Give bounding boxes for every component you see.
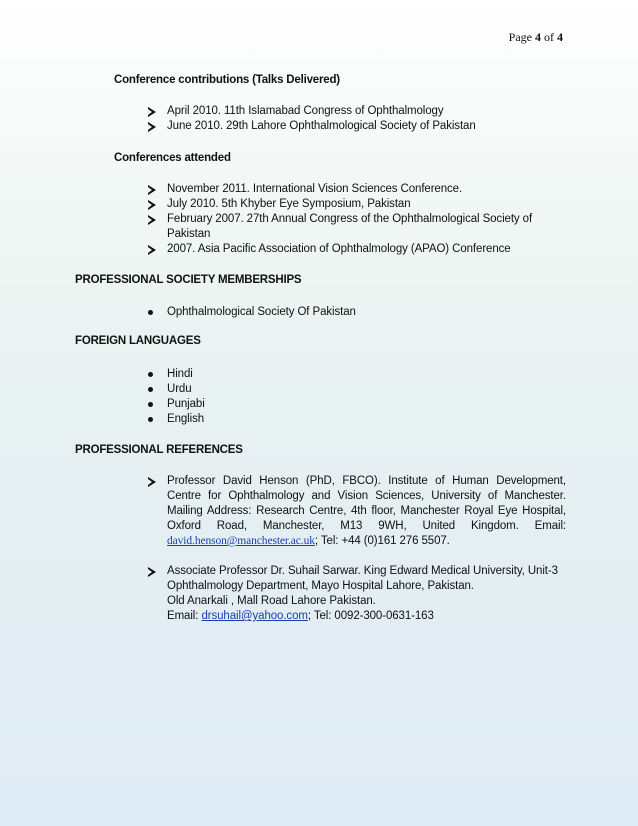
reference-contact-line [167,609,566,624]
page-total: 4 [557,30,563,44]
list-item: Punjabi [146,397,566,412]
reference-line: Mailing Address: Research Centre, 4th floor, Manchester Royal Eye Hospital, [167,505,566,517]
email-label: Email: [167,610,202,622]
reference-item [146,564,566,624]
list-item: 2007. Asia Pacific Association of Ophthalmology (APAO) Conference [146,242,566,257]
conferences-attended-heading: Conferences attended [114,152,231,164]
reference-tel: ; Tel: +44 (0)161 276 5507. [314,535,450,547]
reference-tel: ; Tel: 0092-300-0631-163 [307,610,434,622]
professional-society-heading: PROFESSIONAL SOCIETY MEMBERSHIPS [75,274,302,286]
reference-contact-line [167,534,566,549]
reference-line: Associate Professor Dr. Suhail Sarwar. King Edward Medical University, Unit-3 [167,565,558,577]
list-item: June 2010. 29th Lahore Ophthalmological Society of Pakistan [146,119,566,134]
conference-contributions-heading: Conference contributions (Talks Delivered) [114,74,340,86]
list-item: Urdu [146,382,566,397]
conferences-attended-list [146,182,566,257]
email-link[interactable]: david.henson@manchester.ac.uk [167,535,315,547]
list-item: Ophthalmological Society Of Pakistan [146,305,566,320]
reference-line: Ophthalmology Department, Mayo Hospital Lahore, Pakistan. [167,580,474,592]
reference-line: Old Anarkali , Mall Road Lahore Pakistan. [167,595,376,607]
page-of: of [544,30,554,44]
foreign-languages-heading: FOREIGN LANGUAGES [75,335,201,347]
professional-society-list [146,305,566,320]
list-item: English [146,412,566,427]
foreign-languages-list [146,367,566,427]
page-current: 4 [535,30,541,44]
page-number [509,30,563,45]
reference-item [146,474,566,549]
list-item: February 2007. 27th Annual Congress of the Ophthalmological Society of Pakistan [146,212,566,242]
reference-line: Centre for Ophthalmology and Vision Sciences, University of Manchester. [167,490,566,502]
email-link[interactable]: drsuhail@yahoo.com [201,610,308,622]
references-list [146,474,566,624]
professional-references-heading: PROFESSIONAL REFERENCES [75,444,243,456]
list-item: April 2010. 11th Islamabad Congress of Ophthalmology [146,104,566,119]
reference-line: Professor David Henson (PhD, FBCO). Institute of Human Development, [167,475,566,487]
list-item: Hindi [146,367,566,382]
reference-line: Oxford Road, Manchester, M13 9WH, United Kingdom. Email: [167,520,566,532]
list-item: July 2010. 5th Khyber Eye Symposium, Pakistan [146,197,566,212]
page-label: Page [508,30,532,44]
list-item: November 2011. International Vision Sciences Conference. [146,182,566,197]
conference-contributions-list [146,104,566,134]
